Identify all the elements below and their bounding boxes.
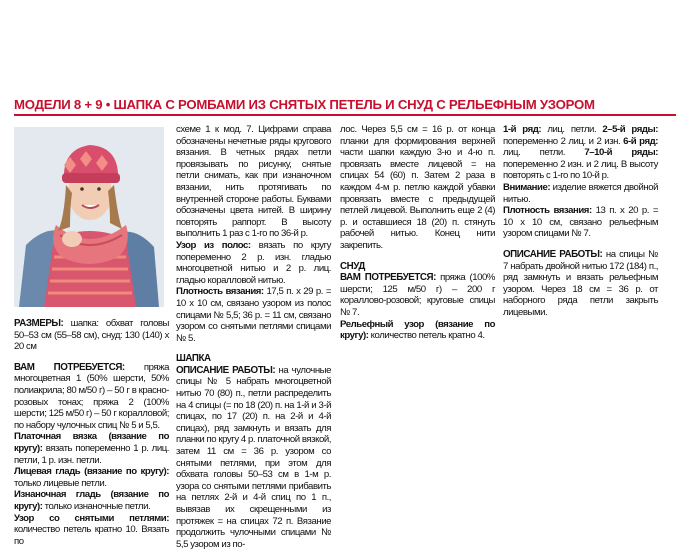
sizes-label: РАЗМЕРЫ: (14, 318, 64, 329)
column-2 (176, 124, 331, 550)
stockinette-text: только лицевые петли. (14, 477, 107, 489)
stripes-paragraph (176, 240, 331, 286)
garter-text: вязать попеременно 1 р. лиц. петли, 1 р. изн. петли. (14, 442, 169, 466)
page-title: МОДЕЛИ 8 + 9 • ШАПКА С РОМБАМИ ИЗ СНЯТЫХ ПЕТЕЛЬ И СНУД С РЕЛЬЕФНЫМ УЗОРОМ (14, 97, 595, 112)
row7-10-text: попеременно 2 изн. и 2 лиц. В высоту повторять с 1-го по 10-й р. (503, 158, 658, 182)
row2-5-label: 2–5-й ряды: (602, 124, 658, 135)
reverse-text: только изнаночные петли. (42, 500, 151, 512)
chart-paragraph: схеме 1 к мод. 7. Цифрами справа обозначены нечетные ряды кругового вязания. В четных рядах петли провязывать по рисунку, снятые петли снимать, как при изнаночном вязании, нить протягивать по внутренней стороне работы. Буквами обозначены цвета нитей. В ширину повторять раппорт. В высоту выполнить 1 раз с 1-го по 36-й р. (176, 124, 331, 240)
snood-density-text: 13 п. х 20 р. = 10 х 10 см, связано рельефным узором спицами № 7. (503, 205, 658, 240)
hat-work-text: на чулочные спицы № 5 набрать многоцветной нитью 70 (80) п., петли распределить на 4 спицы (= по 18 (20) п. на 1-й и 3-й спицах, по 17 (20) п. на 2-й и 4-й спицах), ряд замкнуть и вязать для планки по кругу 4 р. платочной вязкой, затем 11 см = 36 р. узором со снятыми петлями, при этом для обхвата головы 50–53 см в 1-м р. узора со снятыми петлями прибавить на петлях 2-й и 4-й спиц по 1 п., вывязав их скрещенными из протяжек = на спицах 72 п. Вязание продолжить чулочными спицами № 5,5 узором из по- (176, 364, 331, 550)
row6-text: лиц. петли. (503, 147, 585, 159)
column-4 (503, 124, 658, 319)
snood-materials-label: ВАМ ПОТРЕБУЕТСЯ: (340, 272, 436, 284)
rib-label: Рельефный узор (вязание по кругу): (340, 318, 495, 342)
model-photo (14, 127, 164, 307)
slipped-label: Узор со снятыми петлями: (14, 512, 169, 524)
rows-paragraph (503, 124, 658, 182)
materials-label: ВАМ ПОТРЕБУЕТСЯ: (14, 361, 125, 373)
note-paragraph (503, 182, 658, 205)
row1-label: 1-й ряд: (503, 124, 542, 135)
spacer (176, 344, 331, 353)
slipped-text: количество петель кратно 10. Вязать по (14, 524, 169, 547)
density-text: 17,5 п. х 29 р. = 10 х 10 см, связано узором из полос спицами № 5,5; 36 р. = 11 см, связано узором со снятыми петлями спицами № 5. (176, 286, 332, 344)
sizes-paragraph (14, 318, 169, 353)
row7-10-label: 7–10-й ряды: (584, 147, 658, 159)
snood-materials-text: пряжа (100% шерсти; 125 м/50 г) – 200 г кораллово-розовой; круговые спицы № 7. (340, 272, 495, 318)
hat-finish-paragraph: лос. Через 5,5 см = 16 р. от конца планки для формирования верхней части шапки каждую 3-ю и 4-ю п. провязать вместе лицевой = на спицах 54 (60) п. Затем 2 раза в каждом 4-м р. петлю каждой убавки провязать вместе с предыдущей петлей лицевой. Выполнить еще 2 (4) р. и оставшиеся 18 (20) п. стянуть рабочей нитью. Конец нити закрепить. (340, 124, 495, 251)
row6-label: 6-й ряд: (623, 135, 658, 147)
density-label: Плотность вязания: (176, 286, 264, 298)
slipped-paragraph (14, 513, 169, 548)
spacer (340, 252, 495, 261)
density-paragraph (176, 286, 331, 344)
garter-paragraph (14, 431, 169, 466)
model-illustration (14, 127, 164, 307)
snood-work-label: ОПИСАНИЕ РАБОТЫ: (503, 248, 603, 260)
row1-text: лиц. петли. (541, 124, 603, 135)
stripes-text: вязать по кругу попеременно 2 р. изн. гладью многоцветной нитью и 2 р. лиц. гладью коралловой нитью. (176, 239, 331, 286)
stockinette-label: Лицевая гладь (вязание по кругу): (14, 466, 169, 478)
snood-work-text: на спицы № 7 набрать двойной нитью 172 (184) п., ряд замкнуть и вязать рельефным узором. Через 18 см = 36 р. от наборного ряда петли закрыть лицевыми. (503, 248, 658, 318)
hat-work-paragraph (176, 365, 331, 551)
note-label: Внимание: (503, 181, 551, 193)
row2-5-text: попеременно 2 лиц. и 2 изн. (503, 135, 624, 147)
stockinette-paragraph (14, 466, 169, 489)
stripes-label: Узор из полос: (176, 239, 251, 251)
reverse-paragraph (14, 489, 169, 512)
materials-text: пряжа многоцветная 1 (50% шерсти, 50% полиакрила; 80 м/50 г) – 50 г в красно-розовых тонах; пряжа 2 (100% шерсти; 125 м/50 г) – 50 г коралловой; по набору чулочных спиц № 5 и 5,5. (14, 361, 169, 431)
garter-label: Платочная вязка (вязание по кругу): (14, 431, 169, 454)
materials-paragraph (14, 362, 169, 432)
sizes-text: шапка: обхват головы 50–53 см (55–58 см), снуд: 130 (140) х 20 см (14, 318, 169, 353)
spacer (14, 353, 169, 362)
snood-materials-paragraph (340, 272, 495, 318)
snood-density-paragraph (503, 205, 658, 240)
title-rule (14, 114, 676, 116)
column-3 (340, 124, 495, 342)
rib-text: количество петель кратно 4. (368, 330, 485, 342)
column-1 (14, 318, 169, 547)
hat-work-label: ОПИСАНИЕ РАБОТЫ: (176, 364, 276, 376)
snood-density-label: Плотность вязания: (503, 205, 592, 217)
note-text: изделие вяжется двойной нитью. (503, 181, 658, 205)
snood-heading: СНУД (340, 260, 365, 272)
spacer (503, 240, 658, 249)
rib-paragraph (340, 319, 495, 342)
snood-work-paragraph (503, 249, 658, 319)
reverse-label: Изнаночная гладь (вязание по кругу): (14, 489, 169, 512)
hat-heading: ШАПКА (176, 353, 211, 365)
